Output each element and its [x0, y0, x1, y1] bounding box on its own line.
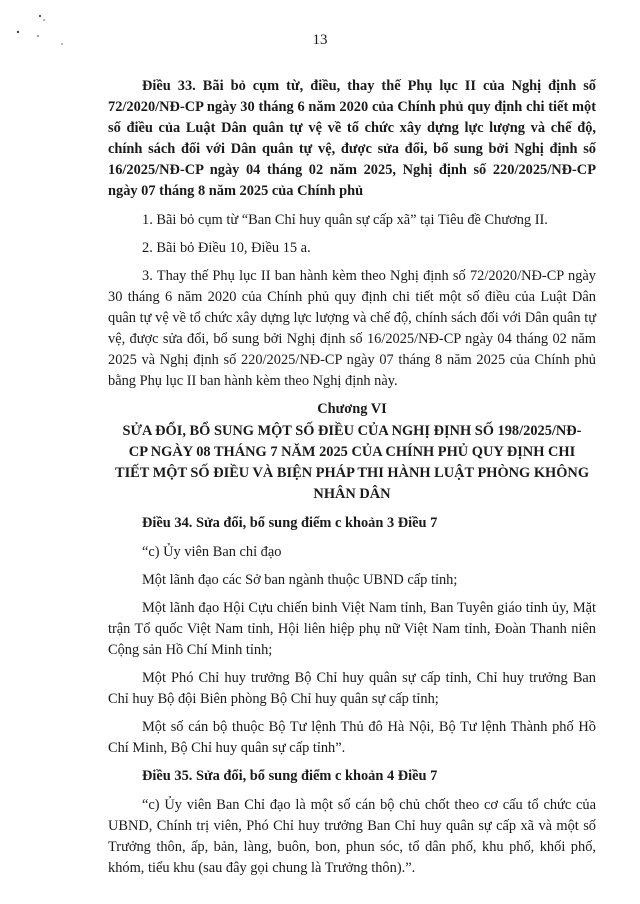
- chapter-number: Chương VI: [317, 401, 387, 417]
- article-33-clause-1: 1. Bãi bỏ cụm từ “Ban Chỉ huy quân sự cấp xã” tại Tiêu đề Chương II.: [142, 212, 548, 228]
- article-35-title: Điều 35. Sửa đổi, bổ sung điểm c khoản 4 Điều 7: [142, 768, 438, 784]
- article-33-clause-3: 3. Thay thế Phụ lục II ban hành kèm theo Nghị định số 72/2020/NĐ-CP ngày 30 tháng 6 năm 2020 của Chính phủ quy định chi tiết một số điều của Luật Dân quân tự vệ về tổ chức xây dựng lực lượng và chế độ, chính sách đối với Dân quân tự vệ, được sửa đổi, bổ sung bởi Nghị định số 16/2025/NĐ-CP ngày 04 tháng 02 năm 2025 và Nghị định số 220/2025/NĐ-CP ngày 07 tháng 8 năm 2025 của Chính phủ bằng Phụ lục II ban hành kèm theo Nghị định này.: [108, 268, 596, 389]
- article-34-paragraph: Một lãnh đạo Hội Cựu chiến binh Việt Nam tỉnh, Ban Tuyên giáo tỉnh ủy, Mặt trận Tổ quốc Việt Nam tỉnh, Hội liên hiệp phụ nữ Việt Nam tỉnh, Đoàn Thanh niên Cộng sản Hồ Chí Minh tỉnh;: [108, 600, 596, 658]
- article-33-clause-2: 2. Bãi bỏ Điều 10, Điều 15 a.: [142, 240, 311, 256]
- document-body: [108, 76, 596, 886]
- chapter-title: SỬA ĐỔI, BỔ SUNG MỘT SỐ ĐIỀU CỦA NGHỊ ĐỊNH SỐ 198/2025/NĐ-CP NGÀY 08 THÁNG 7 NĂM 2025 CỦA CHÍNH PHỦ QUY ĐỊNH CHI TIẾT MỘT SỐ ĐIỀU VÀ BIỆN PHÁP THI HÀNH LUẬT PHÒNG KHÔNG NHÂN DÂN: [114, 423, 590, 502]
- article-34-paragraph: Một Phó Chỉ huy trưởng Bộ Chỉ huy quân sự cấp tỉnh, Chỉ huy trưởng Ban Chỉ huy Bộ đội Biên phòng Bộ Chỉ huy quân sự cấp tỉnh;: [108, 670, 596, 707]
- page-number: 13: [312, 32, 328, 48]
- article-34-paragraph: “c) Ủy viên Ban chỉ đạo: [142, 544, 282, 560]
- article-35-paragraph: “c) Ủy viên Ban Chỉ đạo là một số cán bộ chủ chốt theo cơ cấu tổ chức của UBND, Chính trị viên, Phó Chỉ huy trưởng Ban Chỉ huy quân sự cấp xã và một số Trưởng thôn, ấp, bản, làng, buôn, bon, phun sóc, tổ dân phố, khu phố, khối phố, khóm, tiểu khu (sau đây gọi chung là Trưởng thôn).”.: [108, 797, 596, 876]
- article-33-title: Điều 33. Bãi bỏ cụm từ, điều, thay thế Phụ lục II của Nghị định số 72/2020/NĐ-CP ngày 30 tháng 6 năm 2020 của Chính phủ quy định chi tiết một số điều của Luật Dân quân tự vệ về tổ chức xây dựng lực lượng và chế độ, chính sách đối với Dân quân tự vệ, được sửa đổi, bổ sung bởi Nghị định số 16/2025/NĐ-CP ngày 04 tháng 02 năm 2025, Nghị định số 220/2025/NĐ-CP ngày 07 tháng 8 năm 2025 của Chính phủ: [108, 78, 596, 199]
- article-34-paragraph: Một số cán bộ thuộc Bộ Tư lệnh Thủ đô Hà Nội, Bộ Tư lệnh Thành phố Hồ Chí Minh, Bộ Chỉ huy quân sự cấp tỉnh”.: [108, 719, 596, 756]
- article-34-paragraph: Một lãnh đạo các Sở ban ngành thuộc UBND cấp tỉnh;: [142, 572, 458, 588]
- article-34-title: Điều 34. Sửa đổi, bổ sung điểm c khoản 3 Điều 7: [142, 515, 438, 531]
